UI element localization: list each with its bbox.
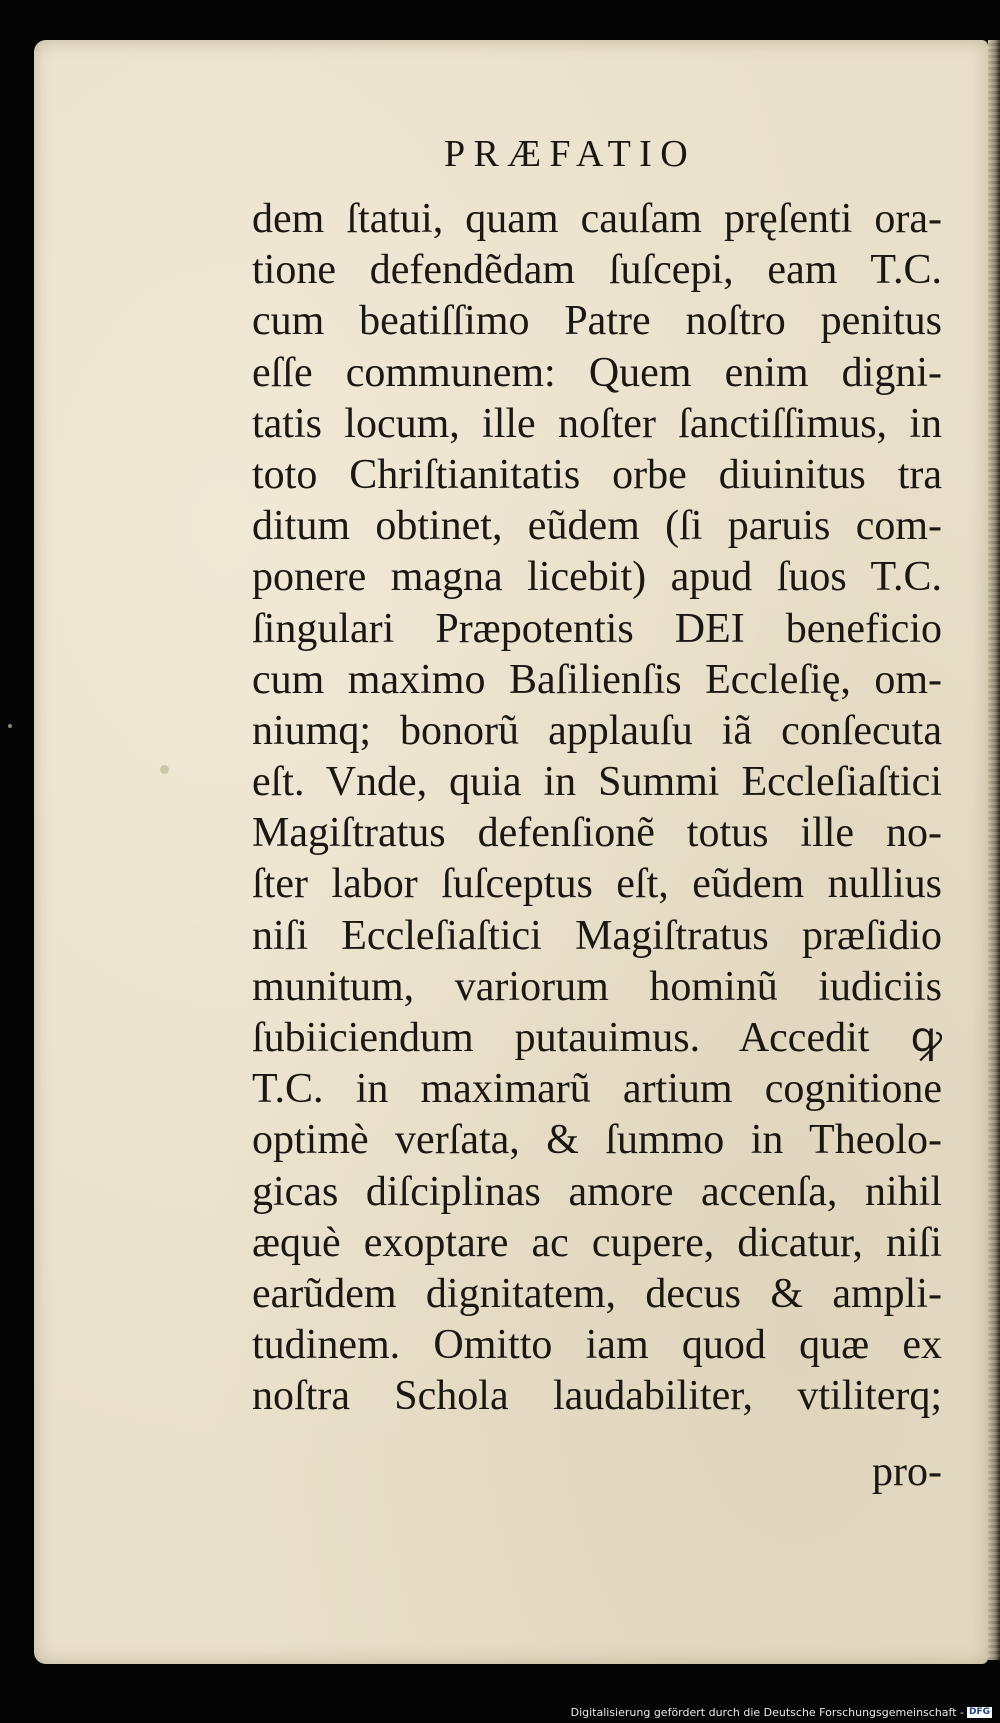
text-line: gicas diſciplinas amore accenſa, nihil — [252, 1168, 942, 1215]
body-text — [252, 194, 942, 1423]
running-header: PRÆFATIO — [444, 133, 696, 175]
text-line: ſingulari Præpotentis DEI beneficio — [252, 605, 942, 652]
text-line: earũdem dignitatem, decus & ampli- — [252, 1270, 942, 1317]
page-edge-texture — [988, 40, 1000, 1660]
text-line: tatis locum, ille noſter ſanctiſſimus, in — [252, 400, 942, 447]
text-line: ſubiiciendum putauimus. Accedit ꝙ — [252, 1015, 942, 1061]
text-line: munitum, variorum hominũ iudiciis — [252, 963, 942, 1010]
text-line: tione defendẽdam ſuſcepi, eam T.C. — [252, 247, 942, 294]
text-line: æquè exoptare ac cupere, dicatur, niſi — [252, 1219, 942, 1266]
dfg-logo-icon: DFG — [968, 1706, 990, 1717]
text-line: Magiſtratus defenſionẽ totus ille no- — [252, 810, 942, 857]
paper-spot — [160, 765, 169, 774]
text-line: eſſe communem: Quem enim digni- — [252, 349, 942, 396]
text-line: dem ſtatui, quam cauſam pręſenti ora- — [252, 196, 942, 242]
text-line: ſter labor ſuſceptus eſt, eũdem nullius — [252, 861, 942, 908]
catchword: pro- — [872, 1449, 942, 1495]
text-line: optimè verſata, & ſummo in Theolo- — [252, 1117, 942, 1164]
text-line: niſi Eccleſiaſtici Magiſtratus præſidio — [252, 912, 942, 959]
text-line: ponere magna licebit) apud ſuos T.C. — [252, 554, 942, 601]
text-line: ditum obtinet, eũdem (ſi paruis com- — [252, 503, 942, 550]
text-line: toto Chriſtianitatis orbe diuinitus tra — [252, 451, 942, 498]
text-line: tudinem. Omitto iam quod quæ ex — [252, 1322, 942, 1369]
text-line: cum maximo Baſilienſis Eccleſię, om- — [252, 656, 942, 703]
footer-text: Digitalisierung gefördert durch die Deutsche Forschungsgemeinschaft - — [570, 1705, 964, 1719]
paper-spot — [8, 724, 12, 728]
digitization-footer — [571, 1705, 992, 1719]
text-line: T.C. in maximarũ artium cognitione — [252, 1066, 942, 1113]
text-line: cum beatiſſimo Patre noſtro penitus — [252, 298, 942, 345]
text-line: niumq; bonorũ applauſu iã conſecuta — [252, 707, 942, 754]
text-line: noſtra Schola laudabiliter, vtiliterq; — [252, 1373, 942, 1420]
text-line: eſt. Vnde, quia in Summi Eccleſiaſtici — [252, 759, 942, 806]
